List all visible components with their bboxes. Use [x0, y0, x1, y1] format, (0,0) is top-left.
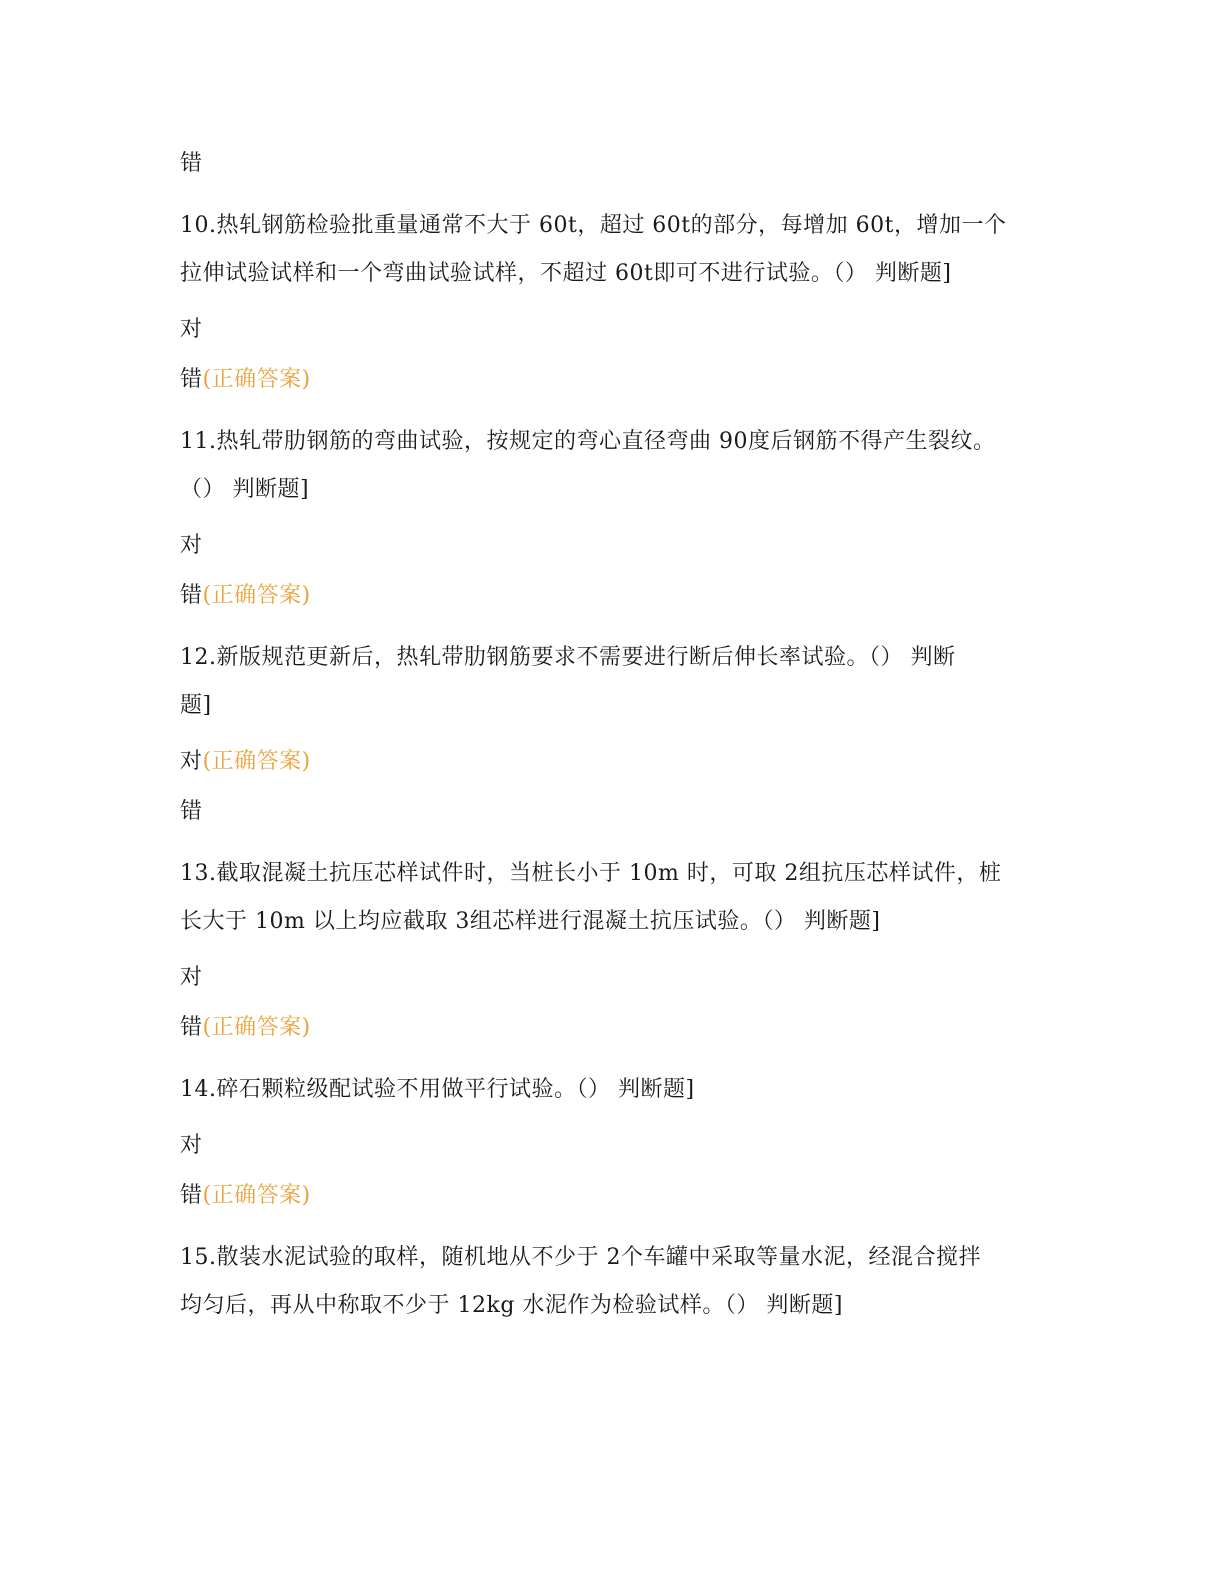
- answer-option-label: 错: [180, 367, 203, 392]
- question-block: [180, 850, 1040, 1052]
- question-text-line: 12.新版规范更新后，热轧带肋钢筋要求不需要进行断后伸长率试验。（） 判断: [180, 645, 956, 670]
- answer-option-label: 对: [180, 965, 203, 990]
- question-text-line: 14.碎石颗粒级配试验不用做平行试验。（） 判断题]: [180, 1077, 695, 1102]
- answer-option-label: 错: [180, 583, 203, 608]
- question-text-line: 题]: [180, 693, 212, 718]
- answer-option-label: 错: [180, 1015, 203, 1040]
- answer-option: [180, 788, 1040, 836]
- question-text-line: 拉伸试验试样和一个弯曲试验试样，不超过 60t即可不进行试验。（） 判断题]: [180, 261, 952, 286]
- question-text-line: 15.散装水泥试验的取样，随机地从不少于 2个车罐中采取等量水泥，经混合搅拌: [180, 1245, 981, 1270]
- question-text-line: （） 判断题]: [180, 477, 310, 502]
- question-block: [180, 634, 1040, 836]
- answer-option: [180, 522, 1040, 570]
- answer-option-label: 对: [180, 533, 203, 558]
- document-page: [180, 140, 1040, 1330]
- question-block: [180, 1234, 1040, 1330]
- answer-option: [180, 954, 1040, 1002]
- answer-option-label: 对: [180, 749, 203, 774]
- answer-option-label: 错: [180, 799, 203, 824]
- answer-option-label: 对: [180, 1133, 203, 1158]
- correct-answer-tag: (正确答案): [202, 1015, 311, 1040]
- answer-option: [180, 1122, 1040, 1170]
- answer-option: [180, 738, 1040, 786]
- question-block: [180, 418, 1040, 620]
- correct-answer-tag: (正确答案): [202, 583, 311, 608]
- answer-option: [180, 1004, 1040, 1052]
- answer-option: [180, 356, 1040, 404]
- question-text-line: 11.热轧带肋钢筋的弯曲试验，按规定的弯心直径弯曲 90度后钢筋不得产生裂纹。: [180, 429, 996, 454]
- question-list: [180, 202, 1040, 1330]
- answer-option: [180, 306, 1040, 354]
- question-text-line: 均匀后，再从中称取不少于 12kg 水泥作为检验试样。（） 判断题]: [180, 1293, 843, 1318]
- answer-option-label: 错: [180, 1183, 203, 1208]
- answer-option-label: 对: [180, 317, 203, 342]
- correct-answer-tag: (正确答案): [202, 749, 311, 774]
- answer-option: [180, 572, 1040, 620]
- answer-option: [180, 1172, 1040, 1220]
- correct-answer-tag: (正确答案): [202, 367, 311, 392]
- question-text-line: 13.截取混凝土抗压芯样试件时，当桩长小于 10m 时，可取 2组抗压芯样试件，桩: [180, 861, 1002, 886]
- question-block: [180, 1066, 1040, 1220]
- question-text-line: 10.热轧钢筋检验批重量通常不大于 60t，超过 60t的部分，每增加 60t，增加一个: [180, 213, 1007, 238]
- answer-option: 错: [180, 151, 203, 176]
- correct-answer-tag: (正确答案): [202, 1183, 311, 1208]
- question-block: [180, 202, 1040, 404]
- question-text-line: 长大于 10m 以上均应截取 3组芯样进行混凝土抗压试验。（） 判断题]: [180, 909, 881, 934]
